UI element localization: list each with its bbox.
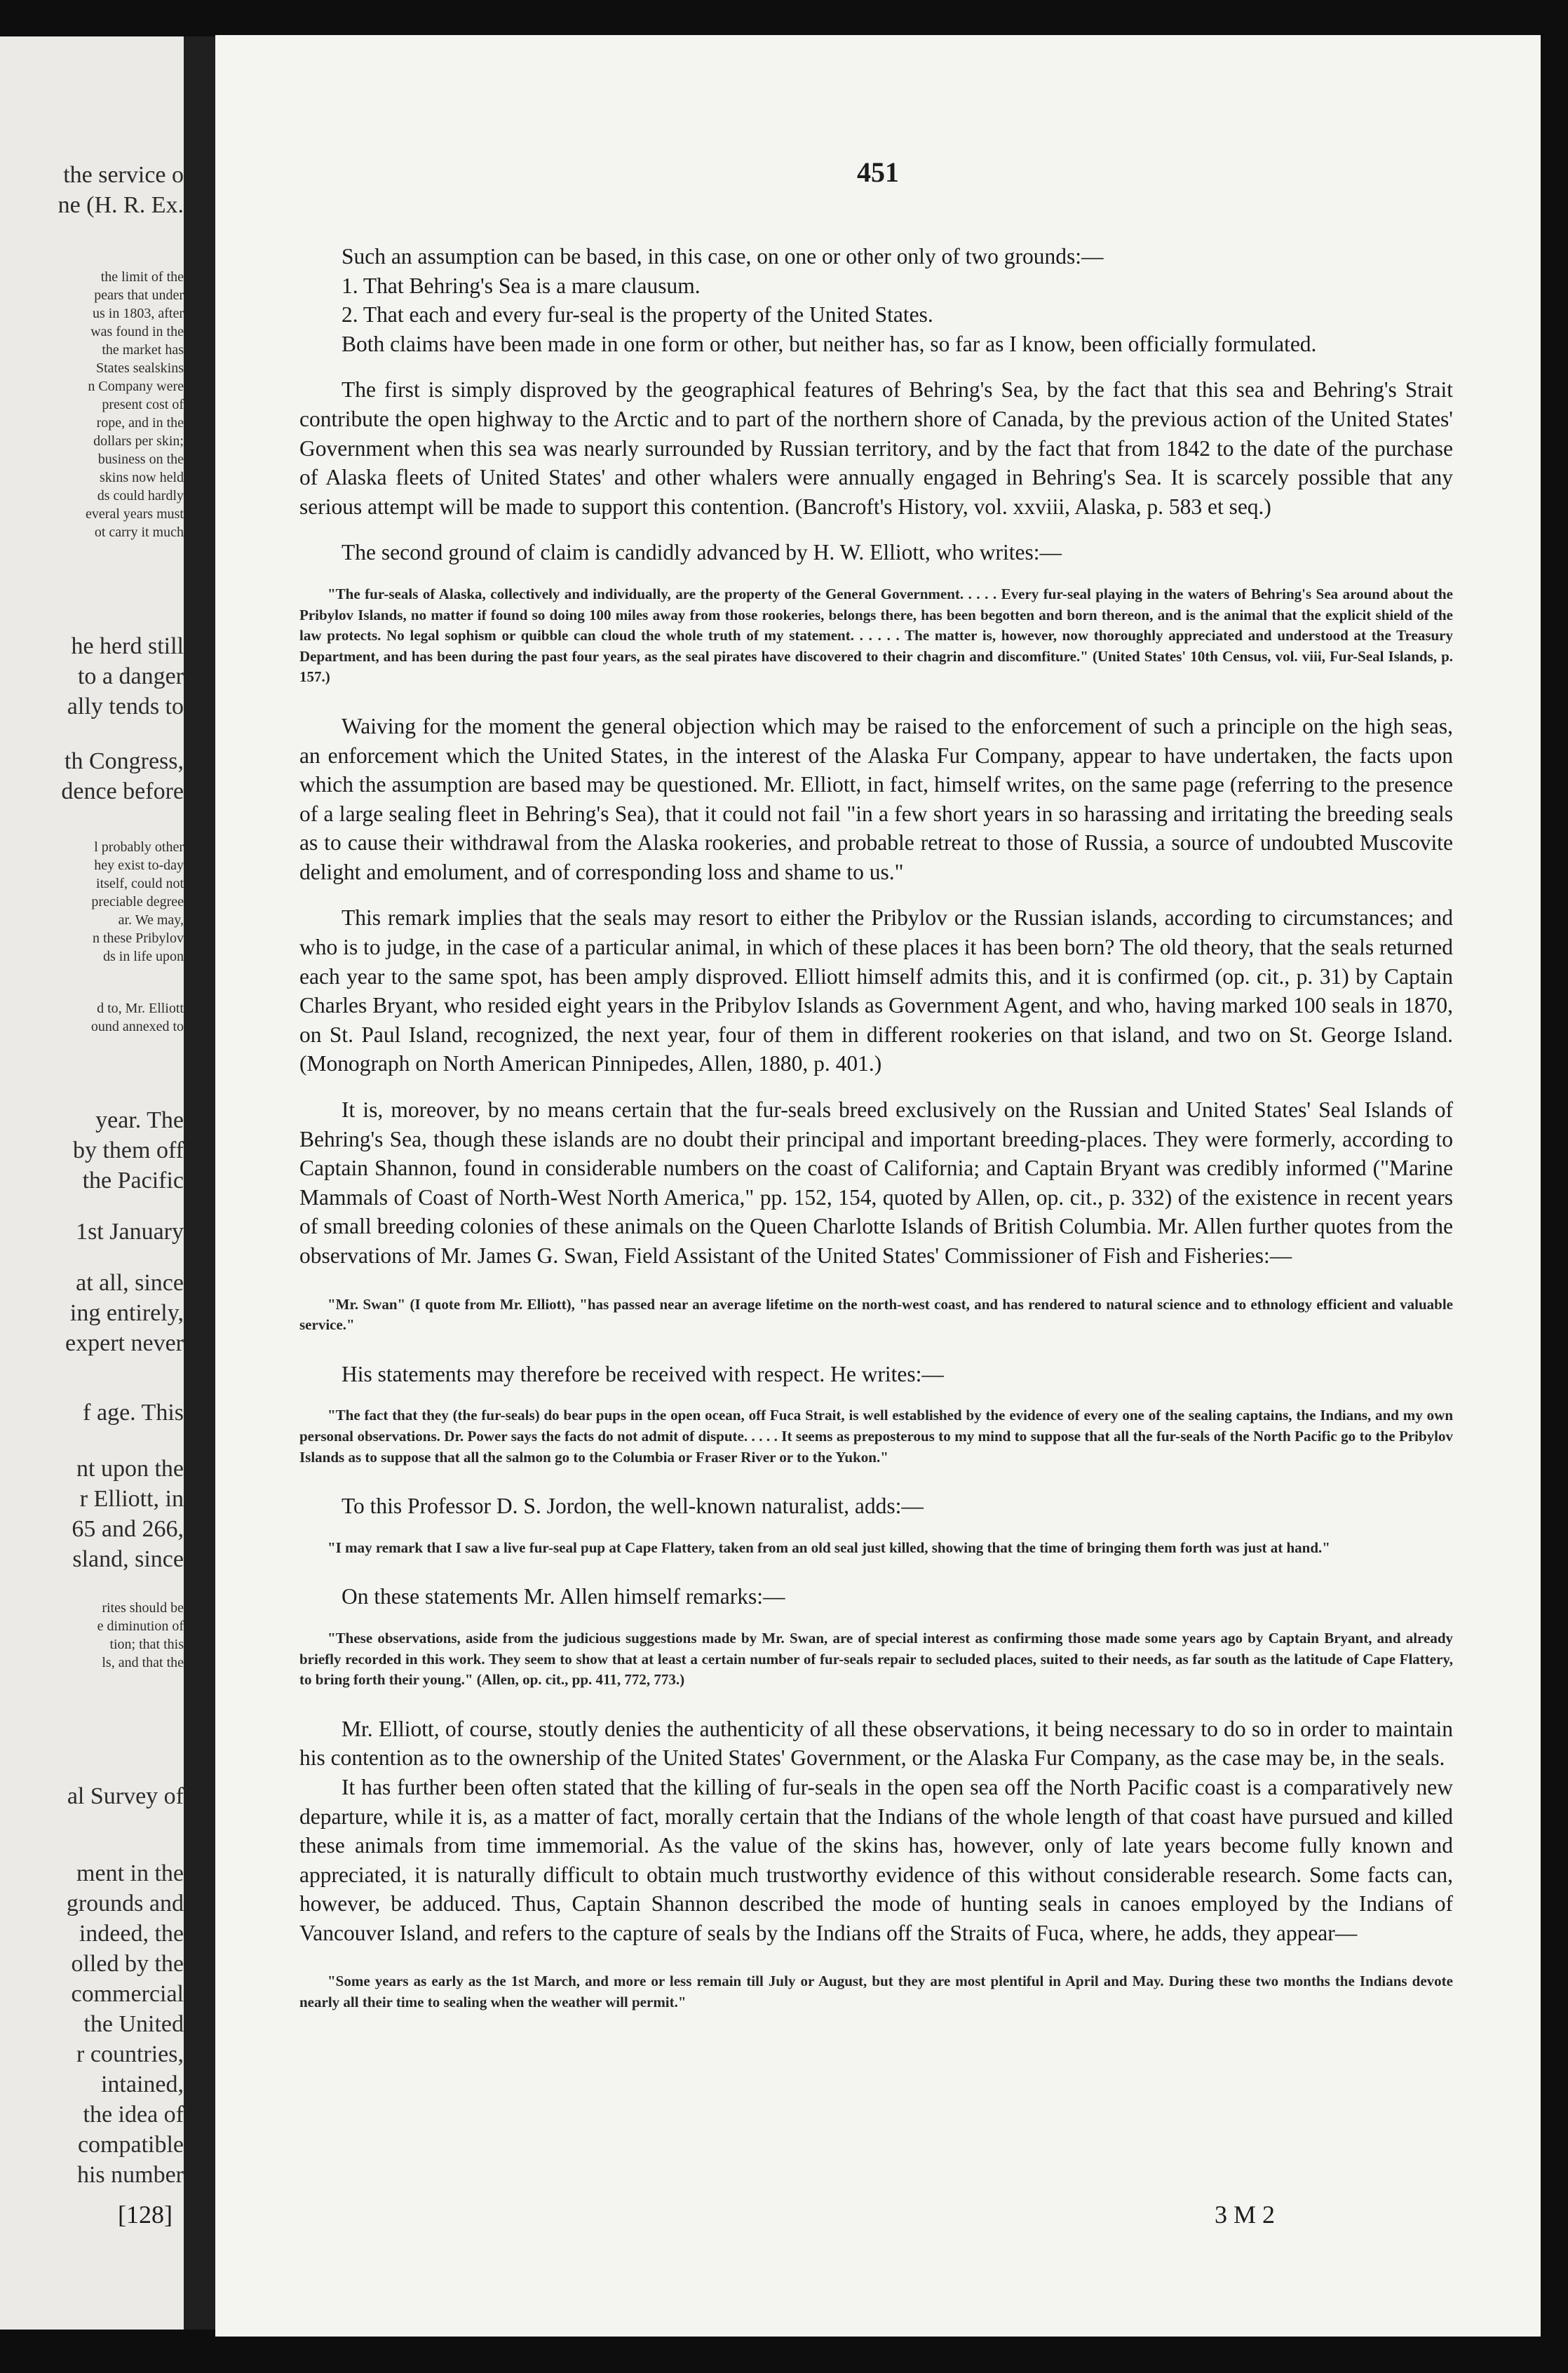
- facing-page-line: ds could hardly: [97, 488, 184, 503]
- facing-page-line: nt upon the: [76, 1456, 184, 1482]
- facing-page-line: business on the: [97, 452, 184, 467]
- facing-page-line: f age. This: [83, 1400, 184, 1426]
- facing-page-line: dollars per skin;: [93, 433, 184, 449]
- facing-page-line: rope, and in the: [96, 415, 184, 431]
- facing-page-fragment: [0, 36, 184, 2330]
- facing-page-line: ar. We may,: [118, 912, 184, 928]
- paragraph-claims: Both claims have been made in one form or other, but neither has, so far as I know, been officially formulated.: [342, 331, 1317, 356]
- facing-page-line: at all, since: [76, 1270, 184, 1296]
- facing-page-line: itself, could not: [96, 876, 184, 891]
- paragraph-denies: Mr. Elliott, of course, stoutly denies the authenticity of all these observations, it being necessary to do so in order to maintain his contention as to the ownership of the United States' Government, or the Alaska Fur Company, as the case may be, in the seals.: [299, 1716, 1453, 1771]
- paragraph-jordon: To this Professor D. S. Jordon, the well-known naturalist, adds:—: [342, 1494, 924, 1519]
- facing-page-line: e diminution of: [97, 1618, 184, 1634]
- facing-page-line: to a danger: [77, 663, 184, 689]
- paragraph-intro: Such an assumption can be based, in this case, on one or other only of two grounds:—: [342, 244, 1104, 269]
- facing-page-line: grounds and: [66, 1891, 184, 1916]
- facing-page-line: ds in life upon: [103, 949, 184, 964]
- facing-page-line: rites should be: [102, 1600, 184, 1616]
- facing-page-line: expert never: [65, 1330, 184, 1356]
- quote-allen: "These observations, aside from the judicious suggestions made by Mr. Swan, are of special interest as confirming those made some years ago by Captain Bryant, and already briefly recorded in this work. They seem to show that at least a certain number of fur-seals repair to secluded places, suited to their needs, as far south as the latitude of Cape Flattery, to bring forth their young." (Allen, op. cit., pp. 411, 772, 773.): [299, 1629, 1453, 1689]
- facing-page-line: intained,: [100, 2071, 184, 2097]
- facing-page-line: pears that under: [94, 288, 184, 303]
- facing-page-line: commercial: [71, 1981, 184, 2007]
- facing-page-line: ment in the: [76, 1860, 184, 1886]
- paragraph-statements: His statements may therefore be received with respect. He writes:—: [342, 1361, 944, 1386]
- page-body: [299, 242, 1453, 2013]
- facing-page-line: his number: [76, 2162, 184, 2188]
- facing-page-line: tion; that this: [109, 1637, 184, 1652]
- paragraph-moreover: It is, moreover, by no means certain that the fur-seals breed exclusively on the Russian and United States' Seal Islands of Behring's Sea, though these islands are no doubt their principal and important breeding-places. They were formerly, according to Captain Shannon, found in considerable numbers on the coast of California; and Captain Bryant was credibly informed ("Marine Mammals of Coast of North-West North America," pp. 152, 154, quoted by Allen, op. cit., p. 332) of the existence in recent years of small breeding colonies of these animals on the Queen Charlotte Islands of British Columbia. Mr. Allen further quotes from the observations of Mr. James G. Swan, Field Assistant of the United States' Commissioner of Fish and Fisheries:—: [299, 1097, 1453, 1268]
- facing-page-line: dence before: [61, 778, 184, 804]
- facing-page-line: n Company were: [88, 379, 184, 394]
- facing-page-line: ally tends to: [67, 694, 184, 719]
- facing-page-line: r Elliott, in: [79, 1486, 184, 1512]
- book-gutter: [184, 36, 215, 2330]
- paragraph-remark: This remark implies that the seals may resort to either the Pribylov or the Russian islands, according to circumstances; and who is to judge, in the case of a particular animal, in which of these places it has been born? The old theory, that the seals returned each year to the same spot, has been amply disproved. Elliott himself admits this, and it is confirmed (op. cit., p. 31) by Captain Charles Bryant, who resided eight years in the Pribylov Islands as Government Agent, and who, having marked 100 seals in 1870, on St. Paul Island, recognized, the next year, four of them in different rookeries on that island, and two on St. George Island. (Monograph on North American Pinnipedes, Allen, 1880, p. 401.): [299, 905, 1453, 1076]
- paragraph-second-ground: The second ground of claim is candidly advanced by H. W. Elliott, who writes:—: [342, 540, 1062, 565]
- ground-item-1: 1. That Behring's Sea is a mare clausum.: [342, 273, 701, 298]
- paragraph-allen: On these statements Mr. Allen himself remarks:—: [342, 1584, 785, 1609]
- facing-page-line: he herd still: [71, 633, 184, 659]
- footer-signature-mark: 3 M 2: [1214, 2200, 1275, 2229]
- facing-page-line: preciable degree: [91, 894, 184, 910]
- document-page: [215, 35, 1541, 2337]
- facing-page-line: ound annexed to: [90, 1019, 184, 1034]
- facing-page-line: was found in the: [90, 324, 184, 339]
- facing-page-line: States sealskins: [96, 360, 184, 376]
- paragraph-further: It has further been often stated that the killing of fur-seals in the open sea off the North Pacific coast is a comparatively new departure, while it is, as a matter of fact, morally certain that the Indians of the whole length of that coast have pursued and killed these animals from time immemorial. As the value of the skins has, however, only of late years become fully known and appreciated, it is naturally difficult to obtain much trustworthy evidence of this without considerable research. Some facts can, however, be adduced. Thus, Captain Shannon described the mode of hunting seals in canoes employed by the Indians of Vancouver Island, and refers to the capture of seals by the Indians off the Straits of Fuca, where, he adds, they appear—: [299, 1774, 1453, 1945]
- quote-elliott: "The fur-seals of Alaska, collectively and individually, are the property of the General Government. . . . . Every fur-seal playing in the waters of Behring's Sea around about the Pribylov Islands, no matter if found so doing 100 miles away from those rookeries, belongs there, has been begotten and born thereon, and is the animal that the explicit shield of the law protects. No legal sophism or quibble can cloud the whole truth of my statement. . . . . . The matter is, however, now thoroughly appreciated and understood at the Treasury Department, and has been during the past four years, as the seal pirates have discovered to their chagrin and discomfiture." (United States' 10th Census, vol. viii, Fur-Seal Islands, p. 157.): [299, 585, 1453, 686]
- quote-swan: "Mr. Swan" (I quote from Mr. Elliott), "has passed near an average lifetime on the north-west coast, and has rendered to natural science and to ethnology efficient and valuable service.": [299, 1295, 1453, 1334]
- facing-page-line: d to, Mr. Elliott: [97, 1001, 184, 1016]
- ground-item-2: 2. That each and every fur-seal is the property of the United States.: [342, 302, 933, 327]
- facing-page-line: indeed, the: [79, 1921, 184, 1947]
- facing-page-line: the limit of the: [100, 269, 184, 285]
- footer-page-ref: [128]: [118, 2200, 173, 2229]
- facing-page-line: ing entirely,: [69, 1300, 184, 1326]
- facing-page-line: ls, and that the: [102, 1655, 184, 1670]
- quote-fuca-strait: "The fact that they (the fur-seals) do bear pups in the open ocean, off Fuca Strait, is well established by the evidence of every one of the sealing captains, the Indians, and my own personal observations. Dr. Power says the facts do not admit of dispute. . . . . It seems as preposterous to my mind to suppose that all the fur-seals of the North Pacific go to the Pribylov Islands as to suppose that all the salmon go to the Columbia or Fraser River or to the Yukon.": [299, 1407, 1453, 1466]
- facing-page-line: the service o: [63, 162, 184, 188]
- facing-page-line: r countries,: [76, 2041, 184, 2067]
- facing-page-line: the market has: [102, 342, 184, 358]
- page-number: 451: [857, 156, 899, 188]
- facing-page-line: year. The: [95, 1107, 184, 1133]
- facing-page-line: n these Pribylov: [93, 931, 184, 946]
- facing-page-line: the Pacific: [82, 1168, 184, 1194]
- facing-page-line: ot carry it much: [94, 525, 184, 540]
- facing-page-line: sland, since: [72, 1546, 184, 1572]
- facing-page-line: 65 and 266,: [72, 1516, 184, 1542]
- facing-page-line: by them off: [72, 1137, 184, 1163]
- facing-page-line: th Congress,: [65, 748, 184, 774]
- facing-page-line: ne (H. R. Ex.: [58, 192, 184, 218]
- facing-page-line: the United: [83, 2011, 184, 2037]
- facing-page-line: compatible: [77, 2132, 184, 2158]
- facing-page-line: hey exist to-day: [94, 858, 184, 873]
- facing-page-line: us in 1803, after: [93, 306, 184, 321]
- facing-page-line: 1st January: [76, 1219, 184, 1245]
- paragraph-first-ground: The first is simply disproved by the geographical features of Behring's Sea, by the fact that this sea and Behring's Strait contribute the open highway to the Arctic and to part of the northern shore of Canada, by the previous action of the United States' Government when this sea was nearly surrounded by Russian territory, and by the fact that from 1842 to the date of the purchase of Alaska fleets of United States' and other whalers were annually engaged in Behring's Sea. It is scarcely possible that any serious attempt will be made to support this contention. (Bancroft's History, vol. xxviii, Alaska, p. 583 et seq.): [299, 377, 1453, 519]
- facing-page-line: present cost of: [102, 397, 184, 412]
- facing-page-line: the idea of: [83, 2102, 184, 2128]
- facing-page-line: olled by the: [71, 1951, 184, 1977]
- facing-page-line: everal years must: [86, 506, 184, 522]
- facing-page-line: l probably other: [94, 839, 184, 855]
- quote-appear: "Some years as early as the 1st March, and more or less remain till July or August, but they are most plentiful in April and May. During these two months the Indians devote nearly all their time to sealing when the weather will permit.": [299, 1973, 1453, 2011]
- quote-jordon: "I may remark that I saw a live fur-seal pup at Cape Flattery, taken from an old seal just killed, showing that the time of bringing them forth was just at hand.": [327, 1539, 1330, 1556]
- facing-page-line: skins now held: [100, 470, 184, 485]
- facing-page-line: al Survey of: [67, 1783, 184, 1809]
- paragraph-waiving: Waiving for the moment the general objection which may be raised to the enforcement of such a principle on the high seas, an enforcement which the United States, in the interest of the Alaska Fur Company, appear to have undertaken, the facts upon which the assumption are based may be questioned. Mr. Elliott, in fact, himself writes, on the same page (referring to the presence of a large sealing fleet in Behring's Sea), that it could not fail "in a few short years in so harassing and irritating the breeding seals as to cause their withdrawal from the Alaska rookeries, and probable retreat to those of Russia, a source of undoubted Muscovite delight and emolument, and of corresponding loss and shame to us.": [299, 713, 1453, 884]
